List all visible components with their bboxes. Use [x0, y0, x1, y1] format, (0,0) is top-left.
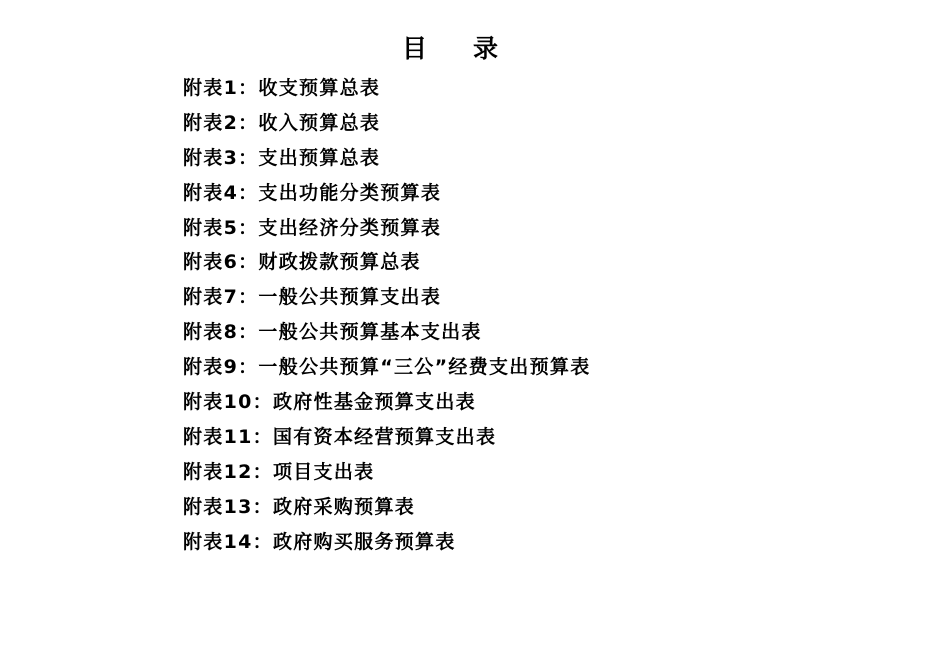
toc-item-13: 附表13：政府采购预算表	[183, 495, 416, 518]
toc-item-7: 附表7：一般公共预算支出表	[183, 286, 442, 309]
toc-item-12: 附表12：项目支出表	[183, 460, 375, 483]
toc-item-3: 附表3：支出预算总表	[183, 146, 381, 169]
table-of-contents	[183, 73, 591, 561]
toc-item-10: 附表10：政府性基金预算支出表	[183, 391, 476, 414]
page-title: 目录	[401, 34, 544, 63]
toc-item-8: 附表8：一般公共预算基本支出表	[183, 321, 482, 344]
toc-item-5: 附表5：支出经济分类预算表	[183, 216, 442, 239]
toc-item-6: 附表6：财政拨款预算总表	[183, 251, 421, 274]
toc-item-4: 附表4：支出功能分类预算表	[183, 181, 442, 204]
toc-item-1: 附表1：收支预算总表	[183, 77, 381, 99]
toc-item-2: 附表2：收入预算总表	[183, 111, 381, 134]
toc-item-11: 附表11：国有资本经营预算支出表	[183, 425, 497, 448]
toc-item-9: 附表9：一般公共预算“三公”经费支出预算表	[183, 356, 591, 379]
toc-item-14: 附表14：政府购买服务预算表	[183, 530, 456, 553]
